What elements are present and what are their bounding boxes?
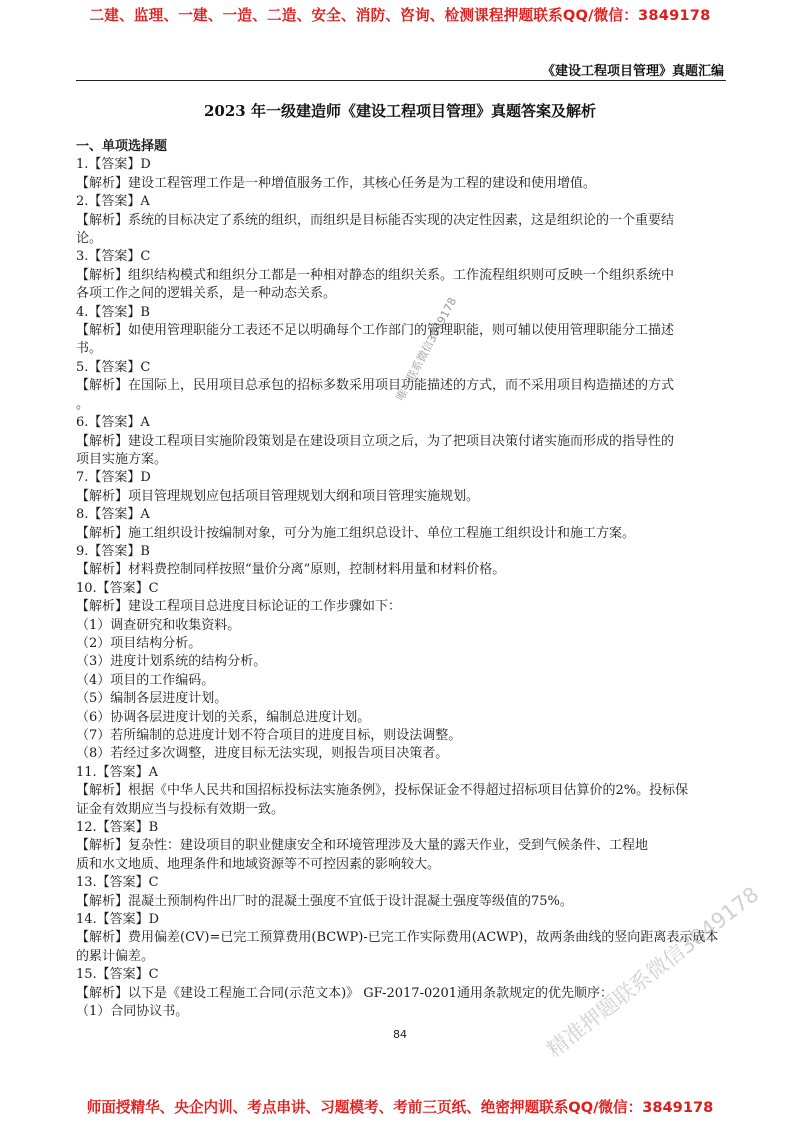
text-line: （3）进度计划系统的结构分析。 (76, 654, 267, 670)
text-line: 【解析】在国际上，民用项目总承包的招标多数采用项目功能描述的方式，而不采用项目构造描述的方式 (76, 378, 675, 394)
text-line: 7.【答案】D (76, 470, 151, 486)
text-line: 的累计偏差。 (76, 948, 155, 964)
text-line: （1）合同协议书。 (76, 1004, 189, 1020)
text-line: 1.【答案】D (76, 157, 151, 173)
text-line: 【解析】系统的目标决定了系统的组织，而组织是目标能否实现的决定性因素，这是组织论的一个重要结 (76, 212, 675, 228)
text-line: 3.【答案】C (76, 249, 151, 265)
text-line: （4）项目的工作编码。 (76, 672, 215, 688)
text-line: （1）调查研究和收集资料。 (76, 617, 241, 633)
text-line: （5）编制各层进度计划。 (76, 691, 228, 707)
section-heading: 一、单项选择题 (76, 139, 168, 154)
text-line: 【解析】施工组织设计按编制对象，可分为施工组织总设计、单位工程施工组织设计和施工方案。 (76, 525, 636, 541)
document-body (76, 138, 728, 1022)
text-line: 2.【答案】A (76, 194, 150, 210)
text-line: （7）若所编制的总进度计划不符合项目的进度目标，则设法调整。 (76, 728, 462, 743)
document-title: 2023 年一级建造师《建设工程项目管理》真题答案及解析 (204, 102, 596, 120)
page-number: 84 (393, 1028, 407, 1041)
text-line: 5.【答案】C (76, 359, 151, 375)
text-line: 13.【答案】C (76, 875, 159, 891)
text-line: 15.【答案】C (76, 967, 159, 983)
text-line: 【解析】建设工程管理工作是一种增值服务工作，其核心任务是为工程的建设和使用增值。 (76, 175, 597, 191)
text-line: 【解析】如使用管理职能分工表还不足以明确每个工作部门的管理职能，则可辅以使用管理职能分工描述 (76, 323, 675, 339)
text-line: 质和水文地质、地理条件和地域资源等不可控因素的影响较大。 (76, 856, 441, 872)
text-line: （6）协调各层进度计划的关系，编制总进度计划。 (76, 709, 371, 725)
text-line: 8.【答案】A (76, 507, 150, 523)
text-line: 论。 (76, 231, 103, 247)
text-line: 【解析】建设工程项目实施阶段策划是在建设项目立项之后，为了把项目决策付诸实施而形成的指导性的 (76, 433, 675, 449)
text-line: 【解析】根据《中华人民共和国招标投标法实施条例》，投标保证金不得超过招标项目估算价的2%。投标保 (76, 783, 689, 799)
text-line: 【解析】材料费控制同样按照“量价分离”原则，控制材料用量和材料价格。 (76, 562, 506, 578)
text-line: 4.【答案】B (76, 304, 150, 320)
text-line: 10.【答案】C (76, 580, 159, 596)
text-line: 各项工作之间的逻辑关系，是一种动态关系。 (76, 286, 337, 302)
text-line: 12.【答案】B (76, 820, 159, 836)
header-divider (76, 80, 726, 81)
text-line: （8）若经过多次调整，进度目标无法实现，则报告项目决策者。 (76, 746, 449, 762)
text-line: 【解析】建设工程项目总进度目标论证的工作步骤如下： (76, 599, 402, 615)
top-promo-banner: 二建、监理、一建、一造、二造、安全、消防、咨询、检测课程押题联系QQ/微信：3849178 (89, 7, 711, 24)
bottom-promo-banner: 师面授精华、央企内训、考点串讲、习题模考、考前三页纸、绝密押题联系QQ/微信：3849178 (86, 1099, 714, 1116)
text-line: 【解析】混凝土预制构件出厂时的混凝土强度不宜低于设计混凝土强度等级值的75%。 (76, 893, 573, 909)
text-line: 11.【答案】A (76, 764, 159, 780)
answer-list (76, 156, 728, 1021)
text-line: 【解析】项目管理规划应包括项目管理规划大纲和项目管理实施规划。 (76, 488, 480, 504)
watermark-large: 精准押题联系微信3849178 (542, 882, 764, 1063)
text-line: 证金有效期应当与投标有效期一致。 (76, 801, 285, 817)
text-line: 项目实施方案。 (76, 451, 168, 467)
text-line: 书。 (76, 341, 103, 357)
text-line: 6.【答案】A (76, 415, 150, 431)
text-line: 。 (76, 396, 90, 412)
text-line: 【解析】费用偏差(CV)=已完工预算费用(BCWP)-已完工作实际费用(ACWP)，故两条曲线的竖向距离表示成本 (76, 930, 719, 946)
text-line: 【解析】复杂性：建设项目的职业健康安全和环境管理涉及大量的露天作业，受到气候条件、工程地 (76, 838, 649, 854)
text-line: 14.【答案】D (76, 912, 160, 928)
text-line: 【解析】以下是《建设工程施工合同(示范文本)》 GF-2017-0201通用条款规定的优先顺序： (76, 985, 614, 1001)
running-header-title: 《建设工程项目管理》真题汇编 (541, 64, 724, 79)
watermark-small: 唯一联系微信3849178 (393, 295, 460, 404)
text-line: 【解析】组织结构模式和组织分工都是一种相对静态的组织关系。工作流程组织则可反映一个组织系统中 (76, 267, 675, 283)
text-line: 9.【答案】B (76, 543, 150, 559)
text-line: （2）项目结构分析。 (76, 635, 202, 651)
